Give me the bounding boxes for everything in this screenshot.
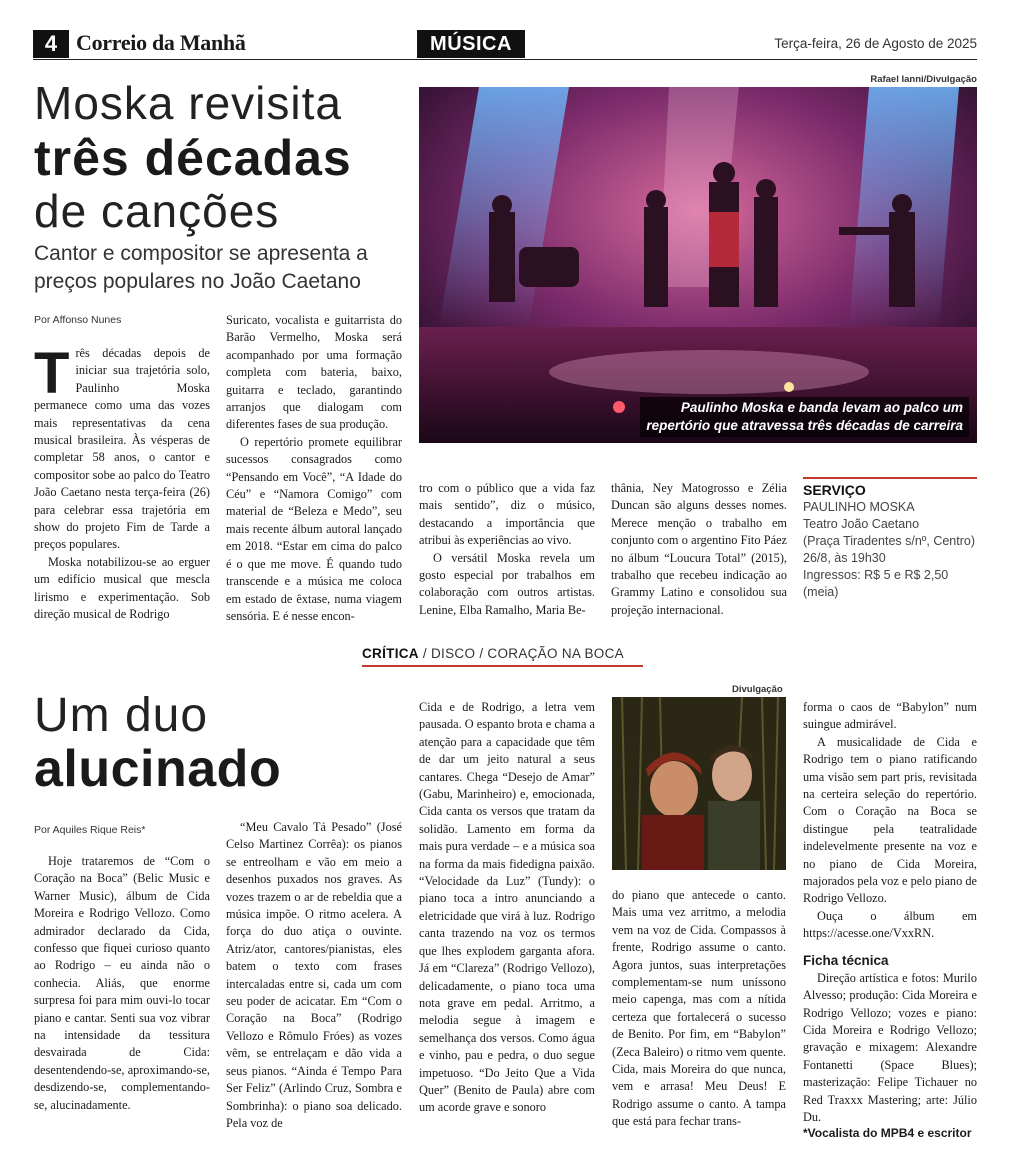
photo-2-credit: Divulgação	[732, 684, 783, 695]
article1-column-4	[611, 480, 787, 619]
divider-bold: CRÍTICA	[362, 646, 419, 661]
photo-caption-line-2: repertório que atravessa três décadas de carreira	[646, 418, 963, 433]
service-box	[803, 481, 977, 601]
service-name: PAULINHO MOSKA	[803, 500, 915, 514]
paragraph: forma o caos de “Babylon” num suingue admirável.	[803, 700, 977, 732]
paragraph: O repertório promete equilibrar sucessos consagrados como “Pensando em Você”, “A Idade do Céu” e “Namora Comigo” com material de “Beleza e Medo”, seu mais recente álbum autoral lançado em 2018. “Estar em cima do palco é o que me move. É quando tudo transcende e a música me coloca em estado de êxtase, numa viagem sensória. E é nesse encon-	[226, 434, 402, 623]
drop-cap: T	[34, 341, 70, 406]
service-tickets: Ingressos: R$ 5 e R$ 2,50 (meia)	[803, 568, 949, 599]
paragraph: Hoje trataremos de “Com o Coração na Boca” (Belic Music e Warner Music), álbum de Cida Moreira e Rodrigo Vellozo. Como admirador declarado da Cida, confesso que fiquei curioso quanto ao Rodrigo – eu ainda não o conhecia. Aliás, que enorme surpresa foi para mim ouvi-lo tocar piano e cantar. Senti sua voz vibrar na intensidade da tessitura desvairada de Cida: desentendendo-se, aproximando-se, desdizendo-se, complementando-se, alucinadamente.	[34, 854, 210, 1112]
service-address: (Praça Tiradentes s/nº, Centro)	[803, 534, 975, 548]
paragraph: tro com o público que a vida faz mais sentido”, diz o músico, destacando a importância que atribui às experiências ao vivo.	[419, 481, 595, 548]
article2-column-5	[803, 699, 977, 1140]
issue-date: Terça-feira, 26 de Agosto de 2025	[774, 36, 977, 51]
author-footnote: *Vocalista do MPB4 e escritor	[803, 1126, 972, 1141]
service-venue: Teatro João Caetano	[803, 517, 920, 531]
article2-column-1	[34, 853, 210, 1114]
paragraph: Cida e de Rodrigo, a letra vem pausada. O espanto brota e chama a atenção para a capacidade que têm de dar um jeito natural a seus cantares. Chega “Desejo de Amar” (Gabu, Marinheiro) e, emocionada, Cida canta os versos que tratam da solidão. Lamento em forma da mais pura verdade – e a música soa na forma da mais fidedigna paixão. “Velocidade da Luz” (Tundy): o piano toca a intro anunciando a eletricidade que virá à luz. Rodrigo canta trazendo na voz os termos que lhes explodem garganta afora. Já em “Clareza” (Rodrigo Vellozo), delicadamente, o piano toca uma nota grave em pedal. Arritmo, a melodia segue à imagem e semelhança dos versos. Como água e vinho, pau e pedra, o duo segue impetuoso. “Do Jeito Que a Vida Quer” (Benito de Paula) abre com um acorde grave e sonoro	[419, 700, 595, 1115]
paragraph: Suricato, vocalista e guitarrista do Barão Vermelho, Moska será acompanhado por uma formação completa com bateria, baixo, guitarra e teclado, garantindo arranjos que dialogam com diferentes fases de sua produção.	[226, 313, 402, 432]
headline-line-2: três décadas	[34, 130, 352, 186]
paragraph: thânia, Ney Matogrosso e Zélia Duncan são alguns desses nomes. Merece menção o trabalho em conjunto com o argentino Fito Páez no álbum “Loucura Total” (2015), trabalho que recebeu indicação ao Grammy Latino e consolidou sua projeção internacional.	[611, 481, 787, 617]
photo-caption-box	[640, 397, 969, 437]
article2-column-4	[612, 887, 786, 1131]
service-datetime: 26/8, às 19h30	[803, 551, 886, 565]
photo-credit: Rafael Ianni/Divulgação	[870, 74, 977, 85]
paragraph: O versátil Moska revela um gosto especial por trabalhos em colaboração com outros artistas. Lenine, Elba Ramalho, Maria Be-	[419, 550, 595, 617]
section-label: MÚSICA	[417, 30, 525, 58]
tech-sheet-text: Direção artística e fotos: Murilo Alvesso; produção: Cida Moreira e Rodrigo Vellozo; vozes e piano: Cida Moreira e Rodrigo Vellozo; gravação e mixagem: Alexandre Fontanetti (Space Blues); masterização: Felipe Tichauer no Red Traxxx Mastering; arte: Júlio Du.	[803, 970, 977, 1124]
article2-column-2	[226, 819, 402, 1132]
service-title: SERVIÇO	[803, 482, 866, 498]
divider-rule	[362, 665, 643, 667]
paragraph: Ouça o álbum em https://acesse.one/VxxRN.	[803, 908, 977, 941]
headline-line-1: Moska revisita	[34, 77, 342, 129]
tech-sheet-title: Ficha técnica	[803, 952, 889, 968]
headline-2-line-1: Um duo	[34, 689, 209, 742]
article-subtitle: Cantor e compositor se apresenta a preços populares no João Caetano	[34, 242, 368, 293]
paragraph: “Meu Cavalo Tá Pesado” (José Celso Martinez Corrêa): os pianos se entreolham e vão em meio a desenhos puxados nos graves. As vozes trazem o ar de rebeldia que a música impõe. O ritmo acelera. A força do duo atiça o ouvinte. Atriz/ator, cantores/pianistas, eles batem o texto com frases intercaladas entre si, cada um com seu poder de acicatar. Em “Com o Coração na Boca” (Rodrigo Vellozo e Rômulo Fróes) as vozes vêm, se entrelaçam e dão vida a seus pianos. “Ainda é Tempo Para Ser Feliz” (Arlindo Cruz, Sombra e Sombrinha): o piano soa delicado. Pela voz de	[226, 820, 402, 1130]
review-divider	[362, 646, 624, 661]
paragraph: Moska notabilizou-se ao erguer um edifício musical que mescla lirismo e experimentação. Sob direção musical de Rodrigo	[34, 554, 210, 622]
newspaper-name: Correio da Manhã	[76, 30, 246, 55]
header-rule	[33, 59, 977, 60]
headline-line-3: de canções	[34, 185, 280, 237]
paragraph: do piano que antecede o canto. Mais uma vez arritmo, a melodia vem na voz de Cida. Compassos à frente, Rodrigo assume o canto. Agora juntos, suas interpretações complementam-se num uníssono meio capenga, mas com a nítida certeza que fortalecerá o sucesso de Benito. Por fim, em “Babylon” (Zeca Baleiro) o ritmo vem quente. Cida, mais Moreira do que nunca, vem e arrasa! Meu Deus! E Rodrigo assume o canto. A tampa que está para fechar trans-	[612, 888, 786, 1129]
paragraph: A musicalidade de Cida e Rodrigo tem o piano ratificando uma visão sem part pris, revisitada na certeira seleção do repertório. Com o Coração na Boca se distingue pela teatralidade indelevelmente presente na voz e no piano de Cida Moreira, majorados pela voz e pelo piano de Rodrigo Vellozo.	[803, 734, 977, 906]
page-number: 4	[33, 30, 69, 58]
byline: Por Affonso Nunes	[34, 314, 122, 326]
paragraph: rês décadas depois de iniciar sua trajetória solo, Paulinho Moska permanece como uma das vozes mais representativas da cena musical brasileira. Às vésperas de completar 58 anos, o cantor e compositor sobe ao palco do Teatro João Caetano nesta terça-feira (26) para celebrar essa trajetória em show do projeto Fim de Tarde a preços populares.	[34, 346, 210, 552]
article1-column-1	[34, 341, 210, 624]
concert-photo	[419, 87, 977, 443]
divider-rest: / DISCO / CORAÇÃO NA BOCA	[418, 646, 624, 661]
article2-column-3	[419, 699, 595, 1117]
article1-column-2	[226, 312, 402, 625]
duo-photo	[612, 697, 786, 870]
article1-column-3	[419, 480, 595, 619]
duo-illustration	[612, 697, 786, 870]
byline-2: Por Aquiles Rique Reis*	[34, 824, 146, 836]
photo-caption-line-1: Paulinho Moska e banda levam ao palco um	[680, 400, 963, 415]
service-rule	[803, 477, 977, 479]
headline-2-line-2: alucinado	[34, 740, 282, 798]
concert-stage-illustration	[419, 87, 977, 443]
